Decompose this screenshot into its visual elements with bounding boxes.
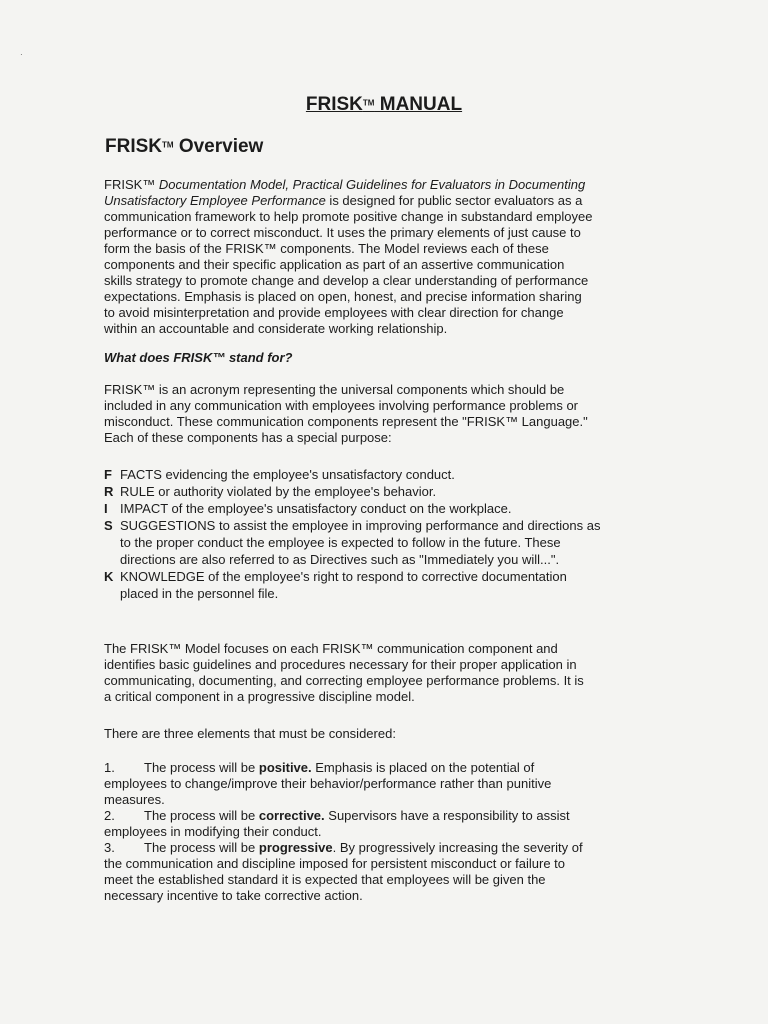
intro-line: to avoid misinterpretation and provide employees with clear direction for change (104, 305, 564, 320)
element-line: employees in modifying their conduct. (104, 824, 322, 839)
element-first-line (104, 808, 652, 824)
component-key: K (104, 569, 114, 584)
intro-line: expectations. Emphasis is placed on open, honest, and precise information sharing (104, 289, 582, 304)
model-line: communicating, documenting, and correcting employee performance problems. It is (104, 673, 584, 688)
overview-heading (105, 136, 263, 158)
element-number: 1. (104, 760, 115, 775)
component-key: I (104, 501, 108, 516)
element-post: . By progressively increasing the severity of (332, 840, 583, 855)
element-pre: The process will be (144, 808, 259, 823)
element-line: necessary incentive to take corrective action. (104, 888, 363, 903)
title-tm: TM (362, 98, 375, 108)
element-pre: The process will be (144, 760, 259, 775)
intro-l2a: Unsatisfactory Employee Performance (104, 193, 326, 208)
component-key: F (104, 467, 112, 482)
component-item-k (104, 568, 652, 602)
intro-line: form the basis of the FRISK™ components. The Model reviews each of these (104, 241, 549, 256)
element-number: 2. (104, 808, 115, 823)
intro-line: skills strategy to promote change and develop a clear understanding of performance (104, 273, 589, 288)
component-text: IMPACT of the employee's unsatisfactory conduct on the workplace. (120, 501, 512, 516)
element-keyword: positive. (258, 760, 312, 775)
page-title (0, 94, 768, 116)
element-keyword: progressive (258, 840, 333, 855)
element-number: 3. (104, 840, 115, 855)
component-item-i (104, 500, 652, 517)
intro-l1a: FRISK™ (104, 177, 159, 192)
element-post: Emphasis is placed on the potential of (311, 760, 535, 775)
acronym-line: included in any communication with employees involving performance problems or (104, 398, 579, 413)
component-item-f (104, 466, 652, 483)
component-text: to the proper conduct the employee is expected to follow in the future. These (120, 535, 561, 550)
model-line: identifies basic guidelines and procedures necessary for their proper application in (104, 657, 577, 672)
element-item-2 (104, 808, 652, 840)
model-line: a critical component in a progressive discipline model. (104, 689, 415, 704)
overview-tm: TM (162, 140, 174, 150)
acronym-line: misconduct. These communication components represent the "FRISK™ Language." (104, 414, 588, 429)
component-text: FACTS evidencing the employee's unsatisfactory conduct. (120, 467, 455, 482)
acronym-line: FRISK™ is an acronym representing the universal components which should be (104, 382, 565, 397)
intro-line: components and their specific application as part of an assertive communication (104, 257, 565, 272)
acronym-paragraph (104, 382, 652, 446)
acronym-line: Each of these components has a special purpose: (104, 430, 392, 445)
scan-speck: · (20, 50, 23, 59)
component-text: KNOWLEDGE of the employee's right to respond to corrective documentation (120, 569, 567, 584)
element-line: employees to change/improve their behavior/performance rather than punitive (104, 776, 552, 791)
intro-line: communication framework to help promote positive change in substandard employee (104, 209, 593, 224)
overview-rest: Overview (173, 136, 264, 157)
intro-line (104, 177, 652, 193)
element-pre: The process will be (144, 840, 259, 855)
component-text: placed in the personnel file. (120, 586, 279, 601)
intro-line: within an accountable and considerate working relationship. (104, 321, 448, 336)
model-line: The FRISK™ Model focuses on each FRISK™ communication component and (104, 641, 558, 656)
intro-l2b: is designed for public sector evaluators as a (325, 193, 583, 208)
component-key: R (104, 484, 114, 499)
model-paragraph (104, 641, 652, 705)
element-first-line (104, 760, 652, 776)
component-item-r (104, 483, 652, 500)
component-text: RULE or authority violated by the employee's behavior. (120, 484, 437, 499)
element-item-3 (104, 840, 652, 904)
intro-l1b: Documentation Model, Practical Guidelines for Evaluators in Documenting (158, 177, 586, 192)
component-text: directions are also referred to as Directives such as "Immediately you will...". (120, 552, 560, 567)
element-first-line (104, 840, 652, 856)
overview-main: FRISK (105, 136, 162, 157)
component-item-s (104, 517, 652, 568)
elements-list (104, 760, 652, 904)
element-line: meet the established standard it is expected that employees will be given the (104, 872, 546, 887)
intro-line: performance or to correct misconduct. It uses the primary elements of just cause to (104, 225, 581, 240)
element-line: measures. (104, 792, 165, 807)
component-text: SUGGESTIONS to assist the employee in improving performance and directions as (120, 518, 601, 533)
intro-line (104, 193, 652, 209)
element-item-1 (104, 760, 652, 808)
element-keyword: corrective. (258, 808, 325, 823)
element-post: Supervisors have a responsibility to assist (324, 808, 570, 823)
title-rest: MANUAL (374, 94, 463, 115)
elements-intro: There are three elements that must be considered: (104, 726, 396, 741)
question-heading: What does FRISK™ stand for? (104, 350, 293, 365)
component-list (104, 466, 652, 602)
component-key: S (104, 518, 113, 533)
intro-paragraph (104, 177, 652, 337)
title-main: FRISK (305, 94, 363, 115)
element-line: the communication and discipline imposed for persistent misconduct or failure to (104, 856, 566, 871)
